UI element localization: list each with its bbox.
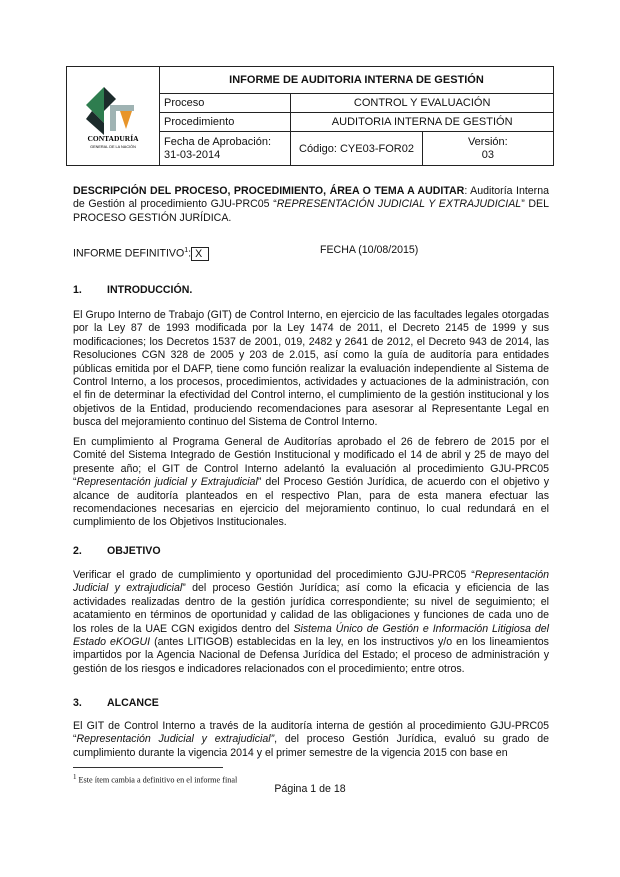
procedimiento-value: AUDITORIA INTERNA DE GESTIÓN [291,113,554,132]
codigo: Código: CYE03-FOR02 [291,132,422,166]
version-label: Versión: [467,135,508,148]
footnote-mark: 1 [184,247,189,254]
informe-label: INFORME DEFINITIVO [73,247,185,260]
section-1-number: 1. [73,284,82,296]
informe-colon: : [188,247,192,260]
proceso-label: Proceso [160,94,291,113]
definitivo-checkbox: X [191,247,209,261]
informe-line [73,244,549,261]
fecha-label: Fecha de Aprobación: [164,135,272,148]
version-value: 03 [481,148,494,161]
fecha-value: 31-03-2014 [164,148,221,161]
section-2-title: OBJETIVO [107,545,161,557]
section-1-title: INTRODUCCIÓN. [107,284,193,296]
fecha-aprobacion [160,132,291,166]
section-3-paragraph: El GIT de Control Interno a través de la auditoría interna de gestión al procedimiento GJU-PRC05 “Representación Judicial y extrajudicial”, del proceso Gestión Jurídica, evaluó su grado de cumplimiento durante la vigencia 2014 y el primer semestre de la vigencia 2015 con base en [73,720,549,759]
description-text: : Auditoría Interna de Gestión al procedimiento GJU-PRC05 “ [73,185,549,211]
procedimiento-label: Procedimiento [160,113,291,132]
footnote-number: 1 [73,773,77,781]
description-italic: REPRESENTACIÓN JUDICIAL Y EXTRAJUDICIAL [276,198,522,211]
description-bold: DESCRIPCIÓN DEL PROCESO, PROCEDIMIENTO, ÁREA O TEMA A AUDITAR [73,185,465,197]
section-1-paragraph-2: En cumplimiento al Programa General de Auditorías aprobado el 26 de febrero de 2015 por el Comité del Sistema Integrado de Gestión Institucional y modificado el 14 de abril y 25 de mayo del presente año; el GIT de Control Interno adelantó la evaluación al procedimiento GJU-PRC05 “Representación judicial y Extrajudicial” del Proceso Gestión Jurídica, de acuerdo con el objetivo y alcance de auditoría planteados en el respectivo Plan, para de esta manera efectuar las recomendaciones necesarias en ejercicio del mejoramiento continuo, lo cual redundará en el cumplimiento de los Objetivos Institucionales. [73,436,550,529]
section-3-heading [73,697,159,709]
section-1-paragraph-1: El Grupo Interno de Trabajo (GIT) de Control Interno, en ejercicio de las facultades legales otorgadas por la Ley 87 de 1993 modificada por la Ley 1474 de 2011, el Decreto 2145 de 1999 y sus modificaciones; los Decretos 1537 de 2001, 019, 2482 y 2641 de 2012, el Decreto 943 de 2014, las Resoluciones CGN 328 de 2005 y 203 de 2.015, así como la guía de auditoría para entidades públicas emitida por el DAFP, tiene como función realizar la evaluación independiente al Sistema de Control Interno, a los procesos, procedimientos, actividades y actuaciones de la administración, con el fin de determinar la efectividad del Control interno, el cumplimiento de la gestión institucional y los objetivos de la Entidad, produciendo recomendaciones para asesorar al Representante Legal en busca del mejoramiento continuo del Sistema de Control Interno. [73,309,549,429]
footnote-divider [73,767,223,768]
section-3-number: 3. [73,697,82,709]
logo-text: CONTADURÍA [87,133,139,143]
proceso-value: CONTROL Y EVALUACIÓN [291,94,554,113]
section-1-heading [73,284,192,296]
contaduria-logo-icon [76,75,150,155]
section-2-heading [73,545,161,557]
section-2-number: 2. [73,545,82,557]
report-title: INFORME DE AUDITORIA INTERNA DE GESTIÓN [160,67,554,94]
logo-subtext: GENERAL DE LA NACIÓN [90,144,136,149]
header-table [66,66,554,166]
description-paragraph [73,185,549,225]
footnote-text: Este ítem cambia a definitivo en el informe final [78,775,238,785]
version [422,132,553,166]
description-text-end: ” DEL PROCESO GESTIÓN JURÍDICA. [73,198,549,224]
informe-fecha: FECHA (10/08/2015) [320,244,419,256]
section-3-title: ALCANCE [107,697,159,709]
logo-cell [67,67,160,166]
section-2-paragraph: Verificar el grado de cumplimiento y oportunidad del procedimiento GJU-PRC05 “Representación Judicial y extrajudicial” del proceso Gestión Jurídica; así como la eficacia y eficiencia de las actividades realizadas dentro de la gestión jurídica correspondiente; su nivel de seguimiento; el acatamiento en términos de oportunidad y calidad de las obligaciones y funciones de cada uno de los roles de la UAE CGN exigidos dentro del Sistema Único de Gestión e Información Litigiosa del Estado eKOGUI (antes LITIGOB) establecidas en la ley, en los instructivos y/o en los lineamientos impartidos por la Agencia Nacional de Defensa Jurídica del Estado; el proceso de administración y gestión de los riesgos e indicadores relacionados con el procedimiento; entre otros. [73,569,549,675]
page-number: Página 1 de 18 [274,783,346,795]
